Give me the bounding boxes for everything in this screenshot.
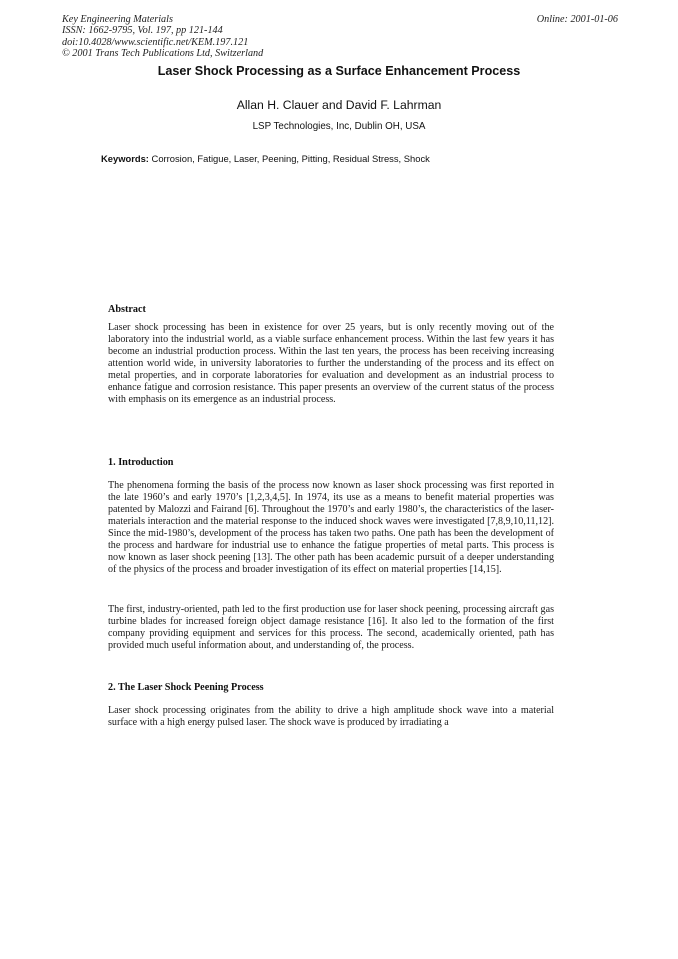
journal-header [62,14,263,60]
paper-title: Laser Shock Processing as a Surface Enhancement Process [157,64,521,78]
journal-issn: ISSN: 1662-9795, Vol. 197, pp 121-144 [62,25,223,37]
introduction-paragraph-2: The first, industry-oriented, path led to the first production use for laser shock peening, processing aircraft gas turbine blades for increased foreign object damage resistance [16]. It also led to the formation of the first company providing equipment and services for this process. The second, academically oriented, path has provided much useful information about, and understanding of, the process. [108,604,554,651]
abstract-heading: Abstract [108,304,146,315]
paper-authors: Allan H. Clauer and David F. Lahrman [236,98,442,112]
keywords-list: Corrosion, Fatigue, Laser, Peening, Pitting, Residual Stress, Shock [151,153,430,164]
online-date: Online: 2001-01-06 [536,14,618,25]
introduction-paragraph-1: The phenomena forming the basis of the process now known as laser shock processing was first reported in the late 1960’s and early 1970’s [1,2,3,4,5]. In 1974, its use as a means to benefit material properties was patented by Malozzi and Fairand [6]. Throughout the 1970’s and early 1980’s, the characteristics of the laser-materials interaction and the material response to the induced shock waves were investigated [7,8,9,10,11,12]. Since the mid-1980’s, development of the process has taken two paths. One path has been the development of the process and hardware for industrial use to enhance the fatigue properties of metal parts. This process is now known as laser shock peening [13]. The other path has been academic pursuit of a deeper understanding of the physics of the process and broader investigation of its effect on material properties [14,15]. [108,480,554,575]
section-heading-lsp-process: 2. The Laser Shock Peening Process [108,682,264,693]
paper-affiliation: LSP Technologies, Inc, Dublin OH, USA [252,121,426,132]
journal-name: Key Engineering Materials [62,14,173,25]
abstract-text: Laser shock processing has been in existence for over 25 years, but is only recently moving out of the laboratory into the industrial world, as a viable surface enhancement process. Within the last few years it has become an industrial production process. Within the last ten years, the process has been receiving increasing attention world wide, in university laboratories to further the understanding of the process and its effect on metal properties, and in corporate laboratories for evaluation and development as an industrial process to enhance fatigue and corrosion resistance. This paper presents an overview of the current status of the process with emphasis on its emergence as an industrial process. [108,322,554,405]
keywords-line [101,153,430,164]
journal-copyright: © 2001 Trans Tech Publications Ltd, Switzerland [62,48,264,60]
lsp-paragraph-1: Laser shock processing originates from the ability to drive a high amplitude shock wave into a material surface with a high energy pulsed laser. The shock wave is produced by irradiating a [108,705,554,728]
journal-doi: doi:10.4028/www.scientific.net/KEM.197.121 [62,36,249,48]
section-heading-introduction: 1. Introduction [108,457,174,468]
keywords-label: Keywords: [101,153,149,164]
